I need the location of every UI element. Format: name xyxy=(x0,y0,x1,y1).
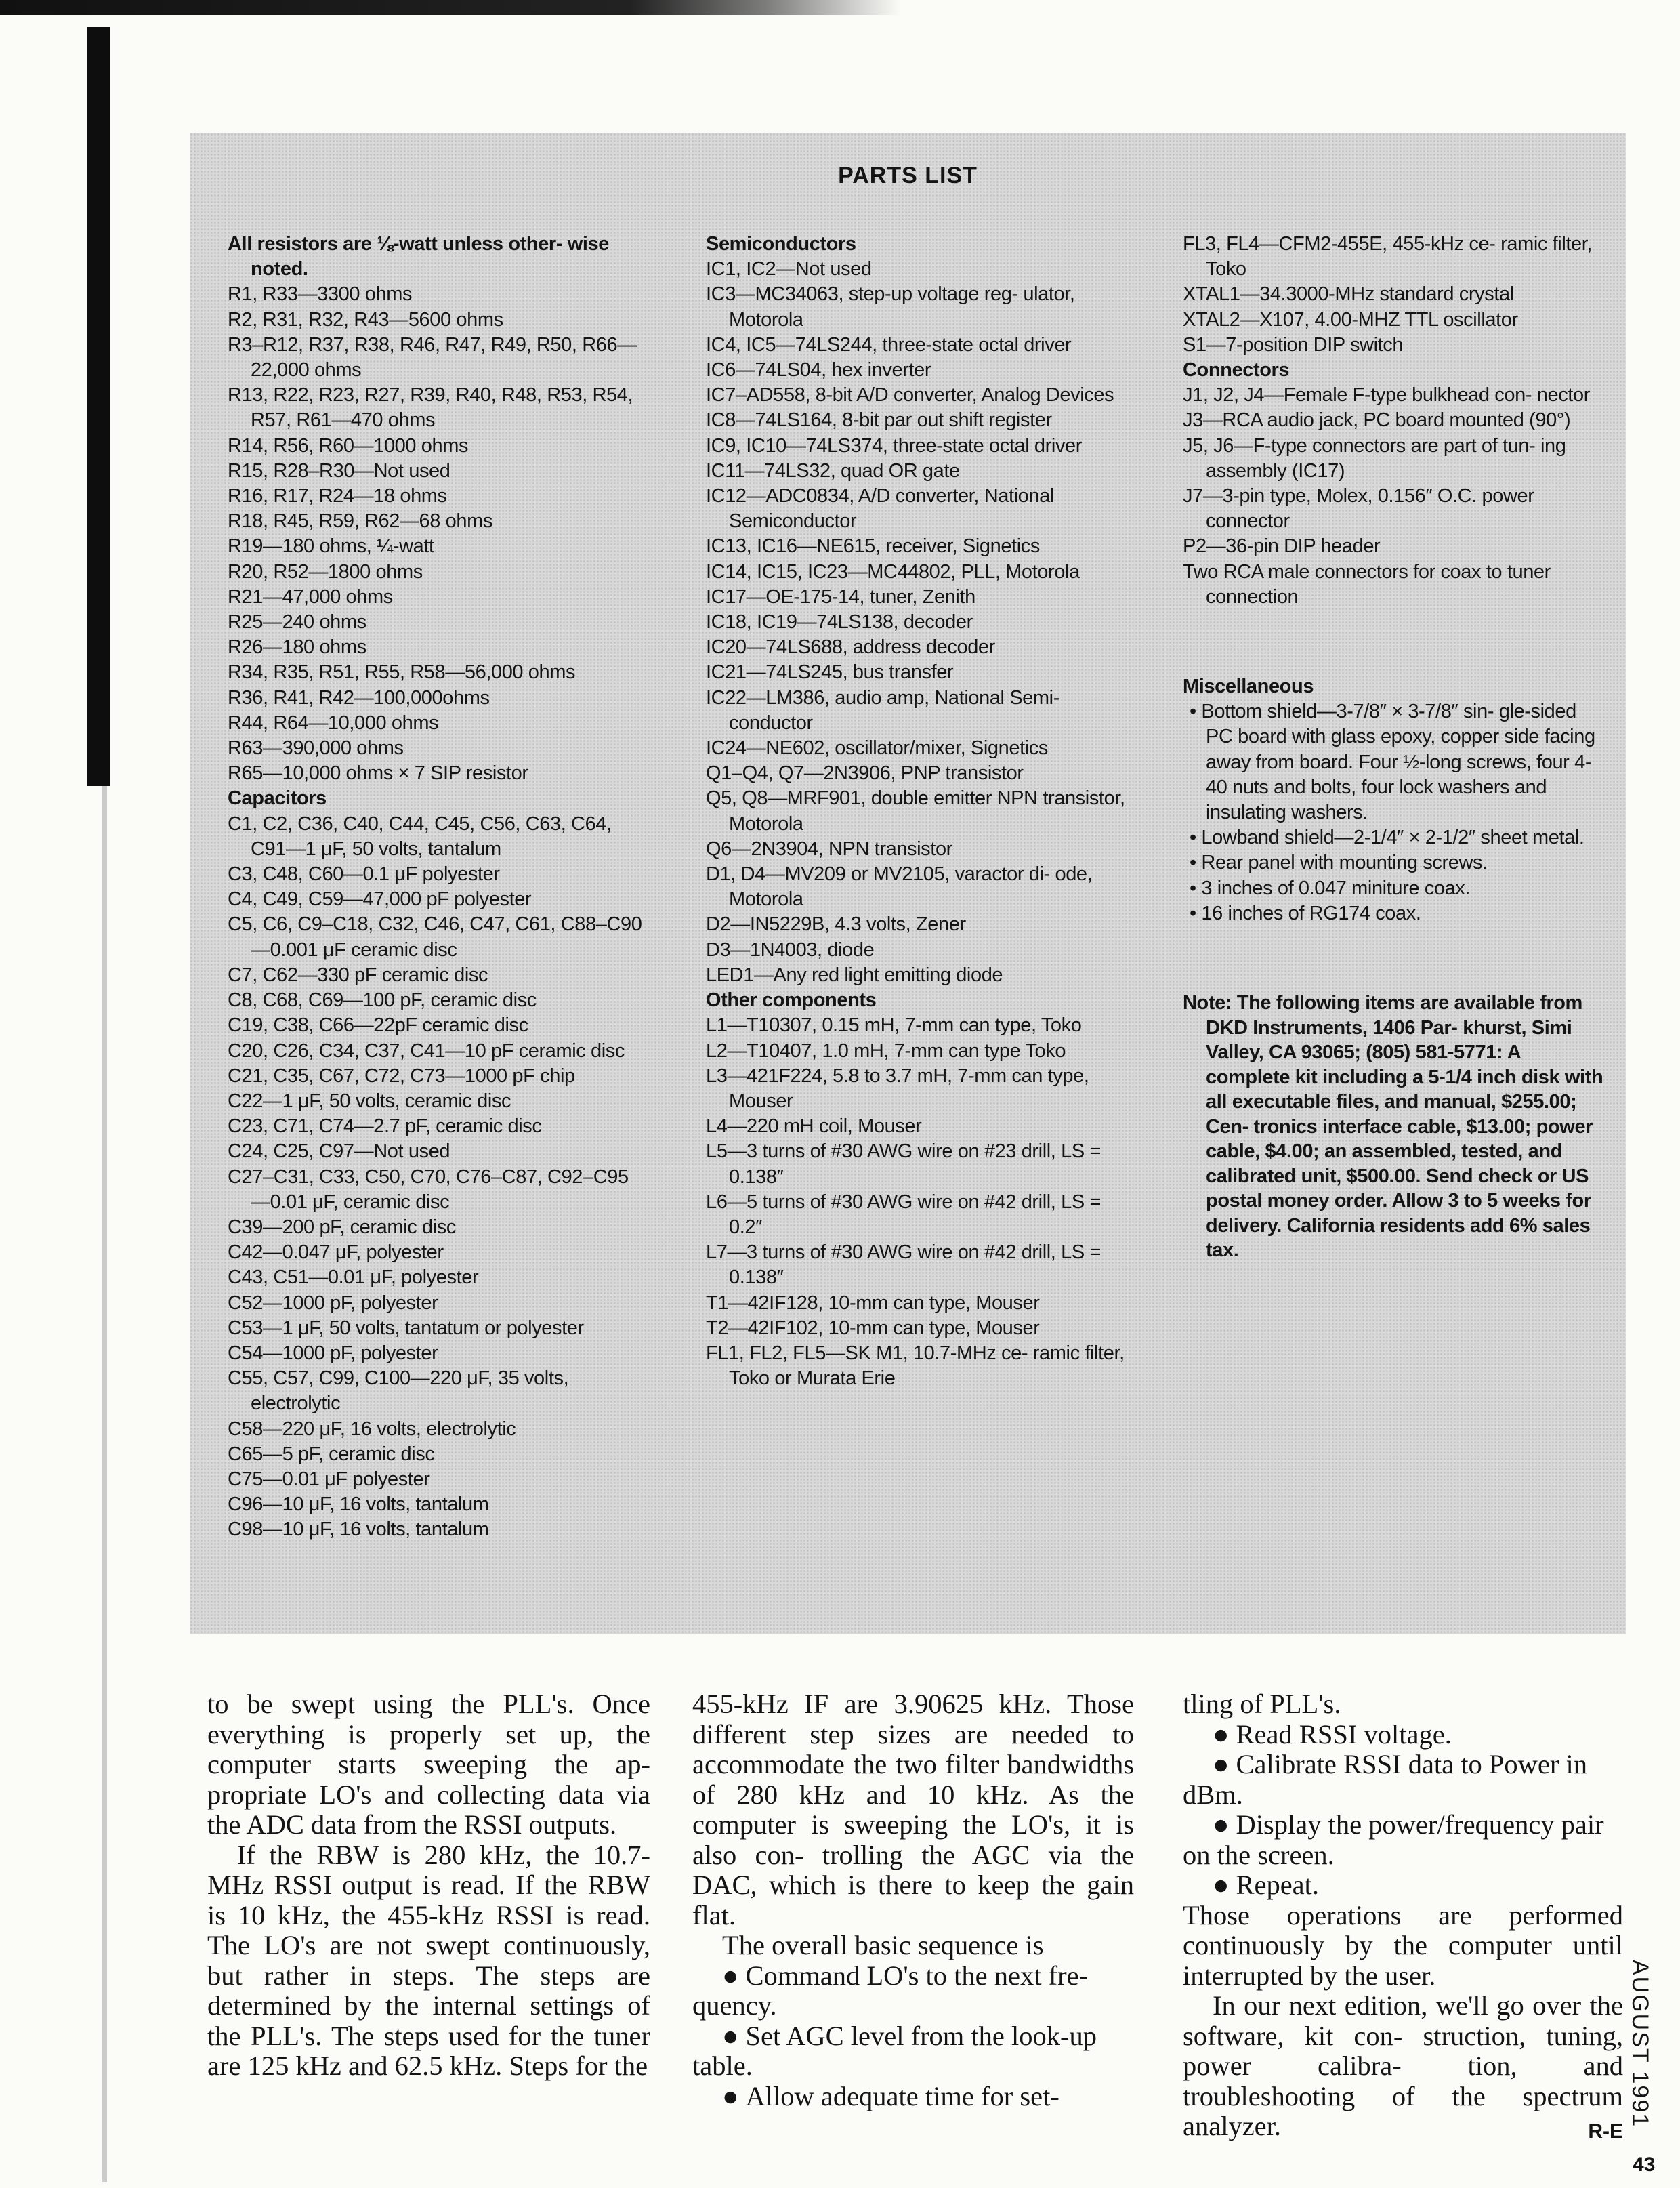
bullet-icon: ● xyxy=(1213,1718,1230,1750)
parts-list-item: J5, J6—F-type connectors are part of tun- ing assembly (IC17) xyxy=(1183,434,1566,482)
parts-list-item: C54—1000 pF, polyester xyxy=(228,1342,438,1364)
parts-list-item: Q5, Q8—MRF901, double emitter NPN transistor, Motorola xyxy=(706,787,1125,835)
bullet-icon: ● xyxy=(1213,1870,1230,1900)
parts-list-item: IC11—74LS32, quad OR gate xyxy=(706,459,960,482)
parts-list-item: • Bottom shield—3-7/8″ × 3-7/8″ sin- gle-sided PC board with glass epoxy, copper side facing away from board. Four ½-long screws, four 4-40 nuts and bolts, four lock washers and insulating washers. xyxy=(1190,701,1595,824)
parts-list-item: R1, R33—3300 ohms xyxy=(228,283,413,306)
parts-list-item: C52—1000 pF, polyester xyxy=(228,1292,438,1314)
issue-date: AUGUST 1991 xyxy=(1627,1960,1653,2128)
parts-list-item: FL3, FL4—CFM2-455E, 455-kHz ce- ramic filter, Toko xyxy=(1183,233,1593,281)
parts-list-item: IC7–AD558, 8-bit A/D converter, Analog Devices xyxy=(706,384,1114,407)
bullet-icon: ● xyxy=(1213,1809,1230,1840)
parts-list-item: D1, D4—MV209 or MV2105, varactor di- ode, Motorola xyxy=(706,863,1093,911)
parts-list-item: L1—T10307, 0.15 mH, 7-mm can type, Toko xyxy=(706,1014,1082,1037)
parts-list-item: R19—180 ohms, ¼-watt xyxy=(228,535,434,558)
parts-list-item: R65—10,000 ohms × 7 SIP resistor xyxy=(228,762,528,785)
parts-list-item: IC18, IC19—74LS138, decoder xyxy=(706,611,973,634)
parts-list-item: P2—36-pin DIP header xyxy=(1183,535,1381,558)
bullet-icon: ● xyxy=(722,1960,739,1991)
article-column-1 xyxy=(207,1689,650,2082)
parts-list-item: IC4, IC5—74LS244, three-state octal driver xyxy=(706,333,1072,356)
parts-list-item: C27–C31, C33, C50, C70, C76–C87, C92–C95—0.01 μF, ceramic disc xyxy=(228,1165,629,1213)
page-number: 43 xyxy=(1633,2153,1656,2176)
end-mark: R-E xyxy=(1588,2120,1623,2143)
parts-list-item: D3—1N4003, diode xyxy=(706,938,875,961)
parts-list-item: L4—220 mH coil, Mouser xyxy=(706,1115,922,1138)
parts-list-item: • Lowband shield—2-1/4″ × 2-1/2″ sheet metal. xyxy=(1190,827,1584,849)
parts-list-item: C96—10 μF, 16 volts, tantalum xyxy=(228,1493,489,1516)
article-paragraph: If the RBW is 280 kHz, the 10.7-MHz RSSI output is read. If the RBW is 10 kHz, the 455-kHz RSSI is read. The LO's are not swept continuously, but rather in steps. The steps are determined by the internal settings of the PLL's. The steps used for the tuner are 125 kHz and 62.5 kHz. Steps for the xyxy=(207,1839,650,2081)
parts-list-item: C24, C25, C97—Not used xyxy=(228,1140,450,1163)
parts-list-item: J3—RCA audio jack, PC board mounted (90°) xyxy=(1183,409,1571,432)
parts-list-item: IC17—OE-175-14, tuner, Zenith xyxy=(706,585,975,608)
parts-list-item: XTAL2—X107, 4.00-MHZ TTL oscillator xyxy=(1183,308,1518,331)
parts-list-item: XTAL1—34.3000-MHz standard crystal xyxy=(1183,283,1514,306)
article-column-2 xyxy=(692,1689,1134,2111)
parts-list-item: IC8—74LS164, 8-bit par out shift register xyxy=(706,409,1052,432)
parts-list-item: C43, C51—0.01 μF, polyester xyxy=(228,1266,479,1289)
parts-list-item: Q6—2N3904, NPN transistor xyxy=(706,838,952,860)
bullet-icon: ● xyxy=(722,2080,739,2111)
parts-list-item: L7—3 turns of #30 AWG wire on #42 drill, LS = 0.138″ xyxy=(706,1241,1101,1289)
sequence-step-text: Set AGC level from the look-up table. xyxy=(692,2020,1097,2081)
parts-list-item: FL1, FL2, FL5—SK M1, 10.7-MHz ce- ramic filter, Toko or Murata Erie xyxy=(706,1342,1125,1390)
parts-list-item: IC12—ADC0834, A/D converter, National Semiconductor xyxy=(706,485,1054,533)
parts-list-item: C23, C71, C74—2.7 pF, ceramic disc xyxy=(228,1115,542,1138)
scan-shadow-left xyxy=(87,27,110,786)
parts-list-item: Q1–Q4, Q7—2N3906, PNP transistor xyxy=(706,762,1024,785)
parts-list-item: R44, R64—10,000 ohms xyxy=(228,711,439,734)
parts-list-item: • 3 inches of 0.047 miniture coax. xyxy=(1190,877,1471,899)
parts-list-item: IC21—74LS245, bus transfer xyxy=(706,661,954,684)
article-paragraph: 455-kHz IF are 3.90625 kHz. Those different step sizes are needed to accommodate the two filter bandwidths of 280 kHz and 10 kHz. As the computer is sweeping the LO's, it is also con- trolling the AGC via the DAC, which is there to keep the gain flat. xyxy=(692,1689,1134,1931)
parts-section-heading: Capacitors xyxy=(228,787,327,810)
article-column-3 xyxy=(1183,1689,1623,2147)
parts-list-item: C1, C2, C36, C40, C44, C45, C56, C63, C64, C91—1 μF, 50 volts, tantalum xyxy=(228,812,612,860)
parts-list-item: C3, C48, C60—0.1 μF polyester xyxy=(228,863,500,886)
parts-list-item: R21—47,000 ohms xyxy=(228,585,393,608)
parts-list-item: R26—180 ohms xyxy=(228,636,366,659)
parts-list-item: C42—0.047 μF, polyester xyxy=(228,1241,444,1264)
parts-list-item: IC20—74LS688, address decoder xyxy=(706,636,995,659)
parts-list-item: IC22—LM386, audio amp, National Semi- conductor xyxy=(706,686,1059,734)
parts-list-item: C55, C57, C99, C100—220 μF, 35 volts, electrolytic xyxy=(228,1367,569,1415)
parts-section-heading: Connectors xyxy=(1183,359,1290,381)
parts-section-heading: Other components xyxy=(706,989,877,1012)
article-paragraph: Those operations are performed continuously by the computer until interrupted by the user. xyxy=(1183,1899,1623,1991)
parts-list-item: Two RCA male connectors for coax to tuner connection xyxy=(1183,560,1551,608)
parts-list-column-2 xyxy=(706,232,1134,1391)
article-paragraph: tling of PLL's. xyxy=(1183,1689,1341,1719)
sequence-step xyxy=(1183,1870,1623,1901)
article-paragraph: In our next edition, we'll go over the software, kit con- struction, tuning, power calibra- tion, and troubleshooting of the spectrum analyzer. R-E xyxy=(1183,1991,1623,2142)
parts-list-item: C5, C6, C9–C18, C32, C46, C47, C61, C88–C90—0.001 μF ceramic disc xyxy=(228,913,642,961)
parts-list-box xyxy=(190,133,1626,1634)
sequence-step xyxy=(1183,1750,1623,1810)
parts-list-item: • 16 inches of RG174 coax. xyxy=(1190,902,1421,924)
parts-list-item: T2—42IF102, 10-mm can type, Mouser xyxy=(706,1317,1040,1339)
parts-list-item: S1—7-position DIP switch xyxy=(1183,333,1404,356)
parts-list-item: R3–R12, R37, R38, R46, R47, R49, R50, R66—22,000 ohms xyxy=(228,333,637,381)
parts-list-item: R18, R45, R59, R62—68 ohms xyxy=(228,510,492,533)
parts-list-item: IC9, IC10—74LS374, three-state octal driver xyxy=(706,434,1083,457)
sequence-step-text: Command LO's to the next fre- quency. xyxy=(692,1960,1089,2021)
bullet-icon: ● xyxy=(1213,1749,1230,1779)
parts-list-item: IC1, IC2—Not used xyxy=(706,258,872,281)
parts-section-heading: Semiconductors xyxy=(706,233,856,255)
parts-list-item: C39—200 pF, ceramic disc xyxy=(228,1216,456,1238)
sequence-step xyxy=(692,2021,1134,2082)
parts-list-item: R16, R17, R24—18 ohms xyxy=(228,485,447,508)
parts-list-item: IC3—MC34063, step-up voltage reg- ulator, Motorola xyxy=(706,283,1075,331)
parts-list-item: C8, C68, C69—100 pF, ceramic disc xyxy=(228,989,537,1012)
parts-list-item: D2—IN5229B, 4.3 volts, Zener xyxy=(706,913,966,936)
parts-list-item: J7—3-pin type, Molex, 0.156″ O.C. power connector xyxy=(1183,485,1534,533)
parts-list-item: J1, J2, J4—Female F-type bulkhead con- nector xyxy=(1183,384,1590,407)
parts-list-item: LED1—Any red light emitting diode xyxy=(706,964,1003,986)
parts-list-item: R20, R52—1800 ohms xyxy=(228,560,423,583)
article-paragraph: The overall basic sequence is xyxy=(722,1930,1044,1960)
parts-list-item: IC24—NE602, oscillator/mixer, Signetics xyxy=(706,737,1048,760)
scan-gutter xyxy=(102,786,107,2182)
parts-list-item: C20, C26, C34, C37, C41—10 pF ceramic disc xyxy=(228,1039,625,1062)
parts-list-item: IC6—74LS04, hex inverter xyxy=(706,359,931,381)
parts-section-heading: Miscellaneous xyxy=(1183,676,1314,698)
parts-list-item: R34, R35, R51, R55, R58—56,000 ohms xyxy=(228,661,576,684)
parts-list-item: IC13, IC16—NE615, receiver, Signetics xyxy=(706,535,1040,558)
parts-list-item: L6—5 turns of #30 AWG wire on #42 drill, LS = 0.2″ xyxy=(706,1191,1101,1238)
parts-list-item: C53—1 μF, 50 volts, tantatum or polyester xyxy=(228,1317,584,1339)
sequence-step-text: Calibrate RSSI data to Power in dBm. xyxy=(1183,1749,1588,1810)
parts-list-item: C22—1 μF, 50 volts, ceramic disc xyxy=(228,1090,511,1112)
spacer xyxy=(1183,629,1604,655)
sequence-step-text: Display the power/frequency pair on the screen. xyxy=(1183,1809,1604,1870)
parts-list-item: R25—240 ohms xyxy=(228,611,366,634)
sequence-step xyxy=(1183,1810,1623,1870)
parts-list-item: R14, R56, R60—1000 ohms xyxy=(228,434,469,457)
parts-availability-note: Note: The following items are available from DKD Instruments, 1406 Par- khurst, Simi Valley, CA 93065; (805) 581-5771: A complete kit including a 5-1/4 inch disk with all executable files, and manual, $255.00; Cen- tronics interface cable, $13.00; power cable, $4.00; an assembled, tested, and calibrated unit, $500.00. Send check or US postal money order. Allow 3 to 5 weeks for delivery. California residents add 6% sales tax. xyxy=(1183,992,1603,1262)
parts-list-item: L2—T10407, 1.0 mH, 7-mm can type Toko xyxy=(706,1039,1066,1062)
sequence-step xyxy=(692,1961,1134,2021)
parts-list-item: C98—10 μF, 16 volts, tantalum xyxy=(228,1519,489,1541)
bullet-icon: ● xyxy=(722,2020,739,2051)
parts-list-item: C7, C62—330 pF ceramic disc xyxy=(228,964,488,986)
parts-list-item: L3—421F224, 5.8 to 3.7 mH, 7-mm can type, Mouser xyxy=(706,1065,1089,1112)
parts-list-item: C65—5 pF, ceramic disc xyxy=(228,1443,435,1465)
sequence-step-text: Repeat. xyxy=(1236,1870,1320,1900)
parts-list-item: C19, C38, C66—22pF ceramic disc xyxy=(228,1014,528,1037)
scan-shadow-top xyxy=(0,0,901,15)
parts-list-item: R63—390,000 ohms xyxy=(228,737,404,760)
parts-list-item: C4, C49, C59—47,000 pF polyester xyxy=(228,888,532,911)
parts-list-item: All resistors are ⅛-watt unless other- wise noted. xyxy=(228,233,609,281)
parts-list-item: L5—3 turns of #30 AWG wire on #23 drill, LS = 0.138″ xyxy=(706,1140,1101,1188)
parts-list-column-1 xyxy=(228,232,648,1543)
parts-list-column-3 xyxy=(1183,232,1604,1263)
parts-list-title: PARTS LIST xyxy=(838,163,978,188)
sequence-step xyxy=(1183,1720,1623,1750)
parts-list-item: R2, R31, R32, R43—5600 ohms xyxy=(228,308,503,331)
parts-list-item: R15, R28–R30—Not used xyxy=(228,459,450,482)
parts-list-item: IC14, IC15, IC23—MC44802, PLL, Motorola xyxy=(706,560,1080,583)
spacer xyxy=(1183,946,1604,971)
parts-list-item: C75—0.01 μF polyester xyxy=(228,1468,430,1490)
parts-list-item: • Rear panel with mounting screws. xyxy=(1190,852,1488,874)
parts-list-item: R13, R22, R23, R27, R39, R40, R48, R53, R54, R57, R61—470 ohms xyxy=(228,384,633,432)
sequence-step xyxy=(692,2082,1134,2112)
sequence-step-text: Read RSSI voltage. xyxy=(1236,1718,1452,1750)
parts-list-item: C21, C35, C67, C72, C73—1000 pF chip xyxy=(228,1065,575,1087)
parts-list-item: C58—220 μF, 16 volts, electrolytic xyxy=(228,1418,516,1440)
parts-list-item: T1—42IF128, 10-mm can type, Mouser xyxy=(706,1292,1040,1314)
parts-list-item: R36, R41, R42—100,000ohms xyxy=(228,686,490,709)
sequence-step-text: Allow adequate time for set- xyxy=(745,2080,1059,2111)
article-paragraph: to be swept using the PLL's. Once everything is properly set up, the computer starts sweeping the ap- propriate LO's and collecting data via the ADC data from the RSSI outputs. xyxy=(207,1689,650,1840)
